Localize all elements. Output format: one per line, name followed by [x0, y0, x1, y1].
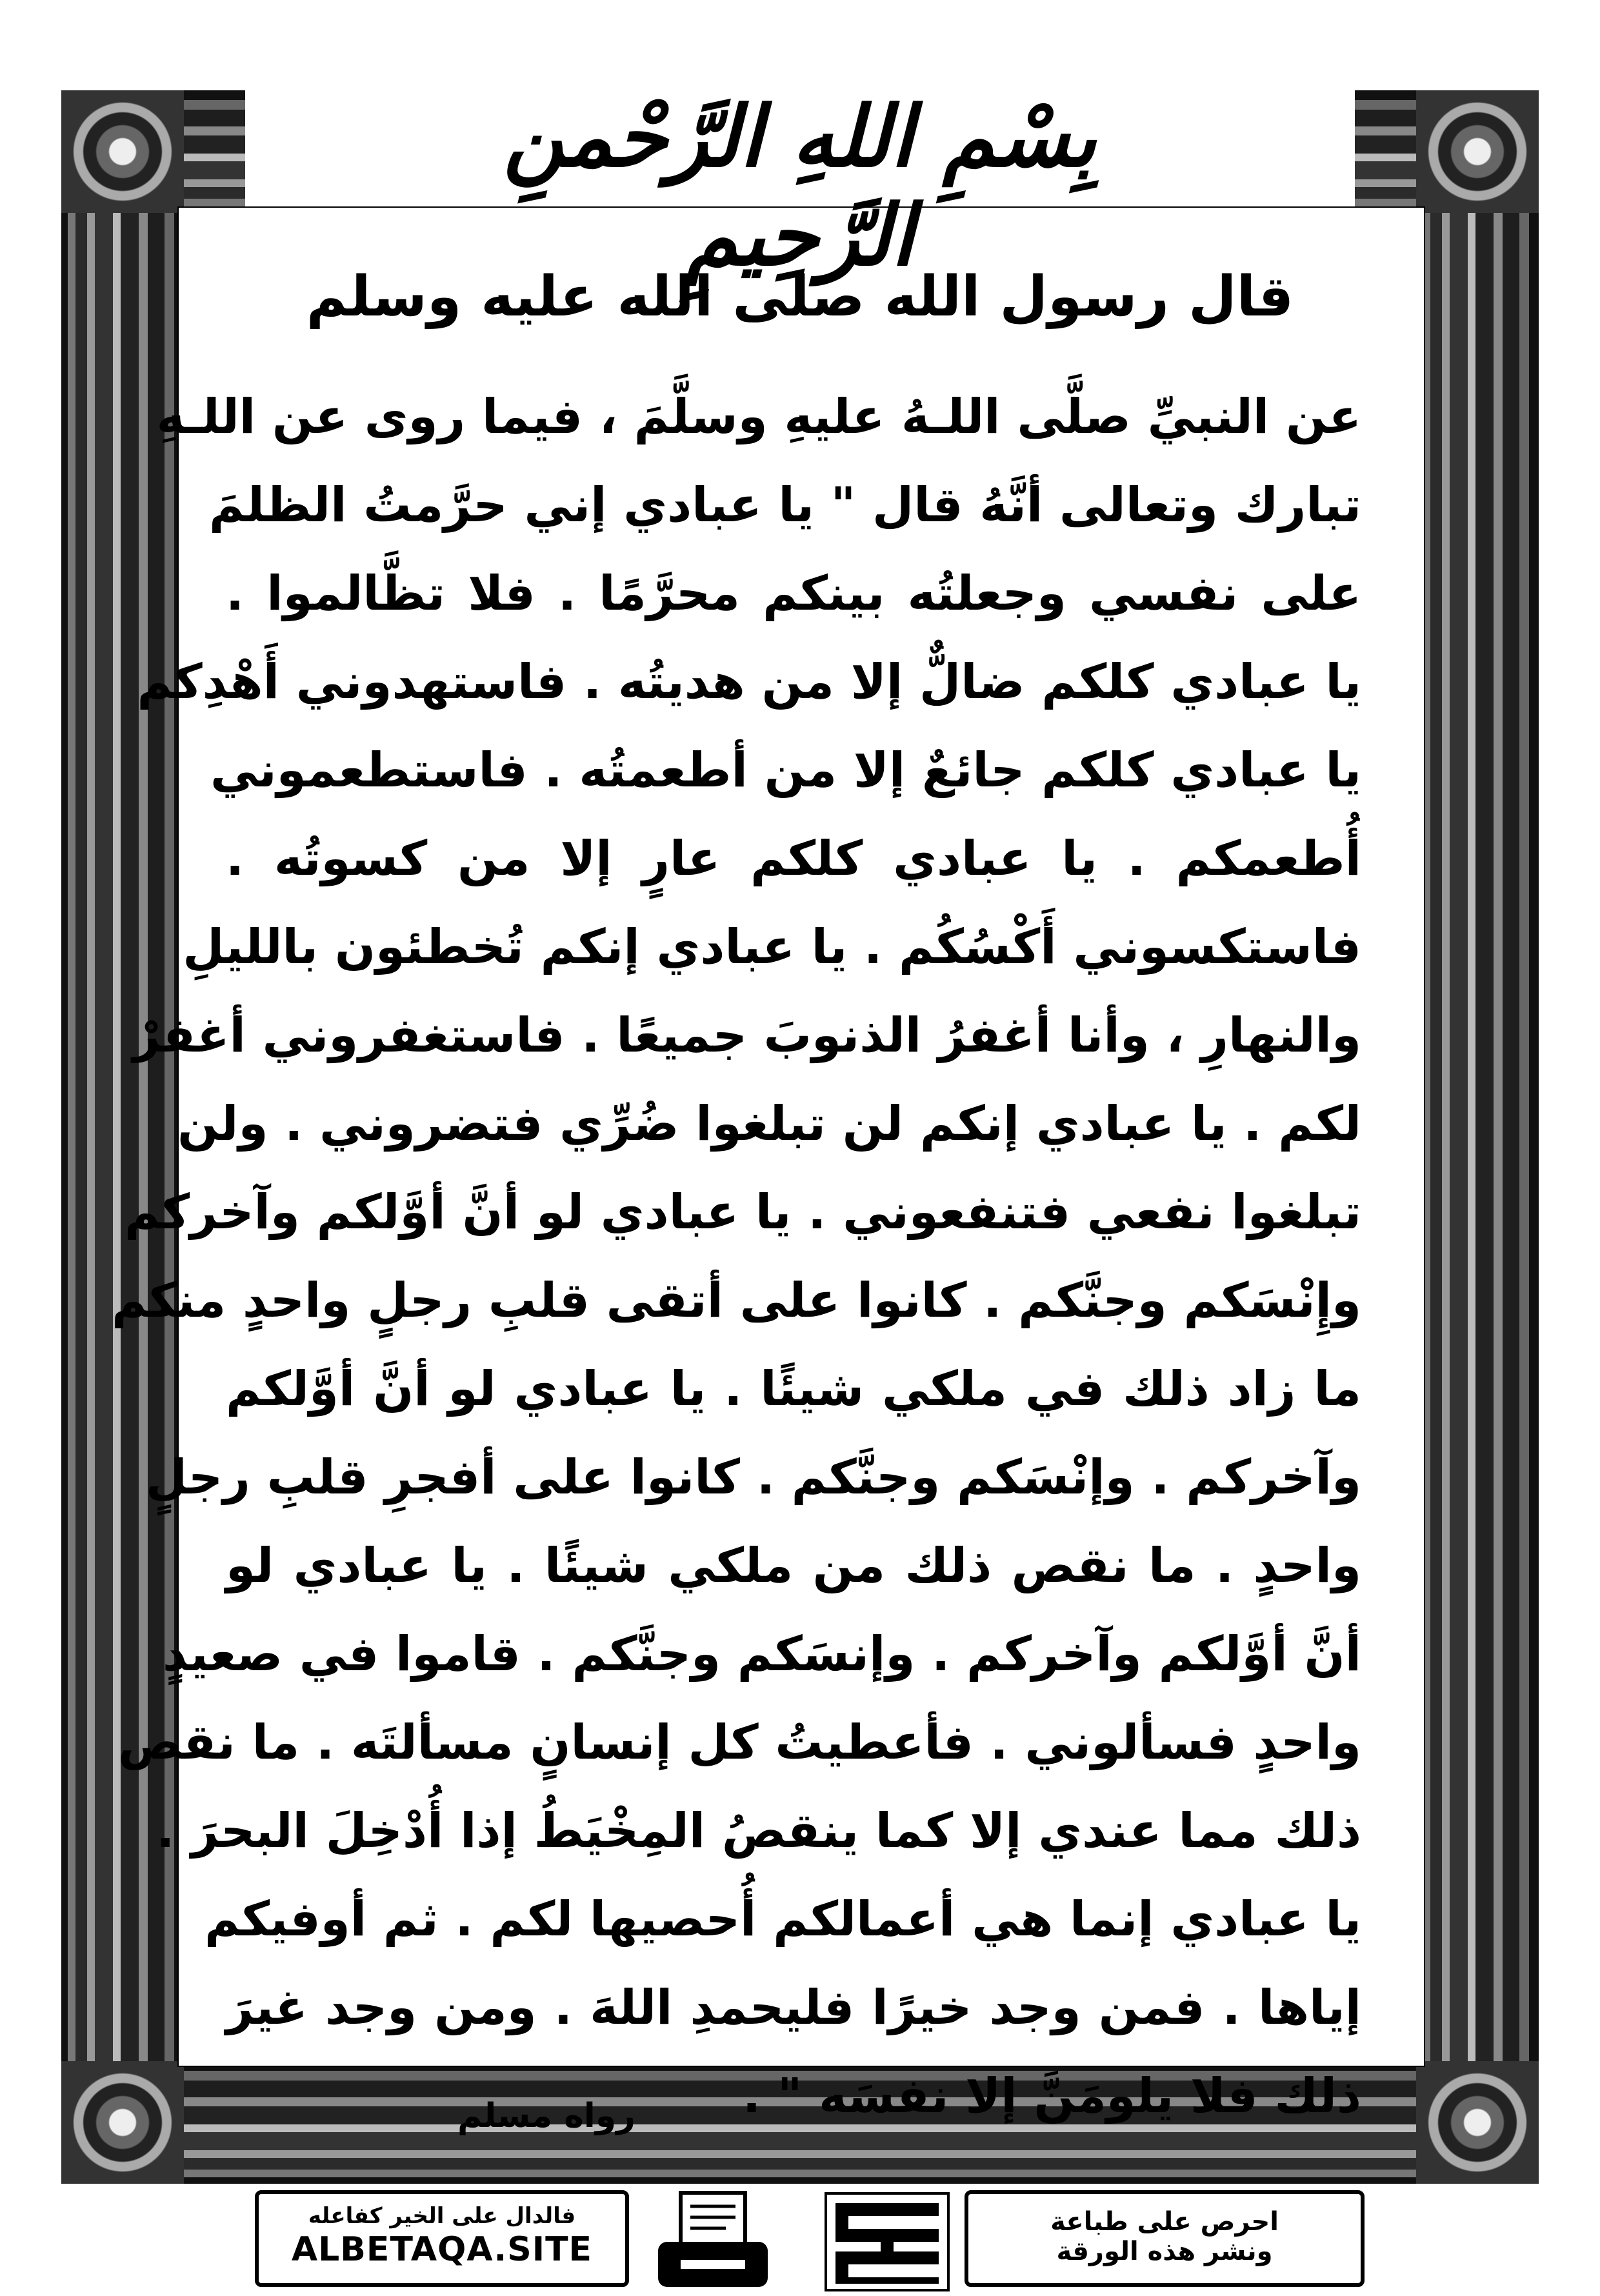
footer-proverb: فالدال على الخير كفاعله: [308, 2203, 576, 2229]
footer-website-box: [255, 2190, 629, 2287]
hadith-line: أنَّ أوَّلكم وآخركم . وإنسَكم وجنَّكم . قاموا في صعيدٍ: [162, 1626, 1361, 1682]
hadith-line: تبلغوا نفعي فتنفعوني . يا عبادي لو أنَّ أوَّلكم وآخركم: [125, 1184, 1361, 1240]
frame-right-border: [1416, 90, 1539, 2184]
hadith-line: لكم . يا عبادي إنكم لن تبلغوا ضُرِّي فتضروني . ولن: [177, 1096, 1361, 1152]
hadith-line: وآخركم . وإنْسَكم وجنَّكم . كانوا على أفجرِ قلبِ رجلٍ: [145, 1450, 1361, 1505]
footer-website: ALBETAQA.SITE: [291, 2230, 593, 2269]
hadith-line: يا عبادي كلكم ضالٌّ إلا من هديتُه . فاستهدوني أَهْدِكم: [137, 654, 1361, 710]
footer-print-box: [965, 2190, 1365, 2287]
hadith-line: ذلك مما عندي إلا كما ينقصُ المِخْيَطُ إذا أُدْخِلَ البحرَ .: [156, 1803, 1361, 1859]
hadith-line: إياها . فمن وجد خيرًا فليحمدِ اللهَ . ومن وجد غيرَ: [226, 1980, 1361, 2035]
hadith-line: ما زاد ذلك في ملكي شيئًا . يا عبادي لو أنَّ أوَّلكم: [226, 1361, 1361, 1417]
hadith-line: يا عبادي كلكم جائعٌ إلا من أطعمتُه . فاستطعموني: [210, 743, 1361, 798]
hadith-line: واحدٍ . ما نقص ذلك من ملكي شيئًا . يا عبادي لو: [226, 1538, 1361, 1593]
hadith-line: وإِنْسَكم وجنَّكم . كانوا على أتقى قلبِ رجلٍ واحدٍ منكم: [112, 1273, 1361, 1328]
printer-icon: [655, 2190, 771, 2293]
footer: [255, 2190, 1365, 2293]
frame-corner-top-left: [61, 90, 184, 213]
footer-print-line2: ونشر هذه الورقة: [1056, 2237, 1273, 2266]
footer-print-line1: احرص على طباعة: [1050, 2207, 1279, 2237]
hadith-line: ذلك فلا يلومَنَّ إلا نفسَه " .: [742, 2068, 1361, 2124]
hadith-line: يا عبادي إنما هي أعمالكم أُحصيها لكم . ثم أوفيكم: [205, 1892, 1361, 1947]
hadith-line: واحدٍ فسألوني . فأعطيتُ كل إنسانٍ مسألتَه . ما نقص: [117, 1715, 1361, 1770]
dawa-logo: [823, 2190, 952, 2293]
hadith-text: [112, 373, 1361, 2141]
bismillah-calligraphy: [503, 61, 1097, 285]
hadith-line: تبارك وتعالى أنَّهُ قال " يا عبادي إني حرَّمتُ الظلمَ: [208, 477, 1361, 533]
page-title: قال رسول الله صلى الله عليه وسلم: [306, 265, 1294, 329]
hadith-line: عن النبيِّ صلَّى اللـهُ عليهِ وسلَّمَ ، فيما روى عن اللـهِ: [156, 389, 1361, 444]
hadith-line: أُطعمكم . يا عبادي كلكم عارٍ إلا من كسوتُه .: [226, 831, 1361, 886]
hadith-source: رواه مسلم: [457, 2097, 635, 2135]
hadith-line: والنهارِ ، وأنا أغفرُ الذنوبَ جميعًا . فاستغفروني أغفرْ: [132, 1008, 1361, 1063]
bismillah-text: بِسْمِ اللهِ الرَّحْمنِ الرَّحِيمِ: [503, 87, 1097, 285]
hadith-line: فاستكسوني أَكْسُكُم . يا عبادي إنكم تُخطئون بالليلِ: [183, 919, 1361, 975]
frame-corner-bottom-left: [61, 2061, 184, 2184]
frame-corner-top-right: [1416, 90, 1539, 213]
hadith-line: على نفسي وجعلتُه بينكم محرَّمًا . فلا تظَّالموا .: [226, 566, 1361, 621]
frame-corner-bottom-right: [1416, 2061, 1539, 2184]
